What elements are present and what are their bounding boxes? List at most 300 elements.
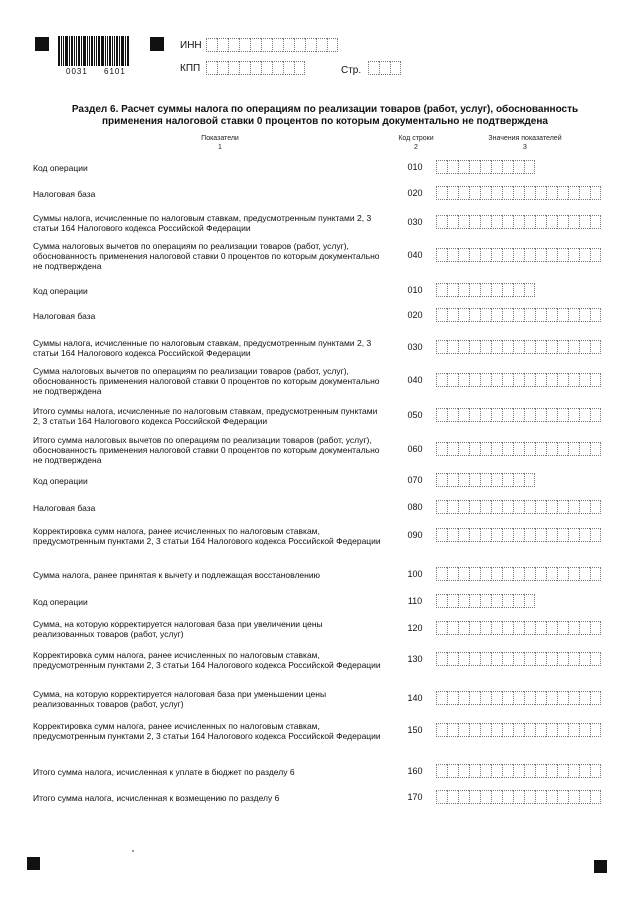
input-cell[interactable] [469,528,480,542]
input-cell[interactable] [316,38,327,52]
input-cell[interactable] [513,764,524,778]
input-cell[interactable] [524,442,535,456]
input-cell[interactable] [502,283,513,297]
input-cell[interactable] [458,186,469,200]
input-cell[interactable] [535,764,546,778]
input-cell[interactable] [557,340,568,354]
input-cell[interactable] [228,38,239,52]
input-cell[interactable] [458,652,469,666]
input-cell[interactable] [546,500,557,514]
input-cell[interactable] [458,790,469,804]
input-cell[interactable] [590,528,601,542]
input-cell[interactable] [480,764,491,778]
input-cell[interactable] [458,408,469,422]
input-cell[interactable] [379,61,390,75]
input-cell[interactable] [557,790,568,804]
input-cell[interactable] [206,38,217,52]
kpp-field[interactable] [206,61,305,75]
input-cell[interactable] [579,500,590,514]
input-cell[interactable] [458,283,469,297]
input-cell[interactable] [436,567,447,581]
input-cell[interactable] [557,442,568,456]
input-cell[interactable] [469,594,480,608]
row-value-field[interactable] [436,215,601,229]
input-cell[interactable] [469,340,480,354]
input-cell[interactable] [447,373,458,387]
input-cell[interactable] [436,528,447,542]
row-value-field[interactable] [436,473,535,487]
input-cell[interactable] [590,248,601,262]
row-value-field[interactable] [436,723,601,737]
input-cell[interactable] [502,442,513,456]
input-cell[interactable] [436,764,447,778]
input-cell[interactable] [568,691,579,705]
input-cell[interactable] [513,373,524,387]
input-cell[interactable] [491,528,502,542]
input-cell[interactable] [568,621,579,635]
input-cell[interactable] [590,442,601,456]
input-cell[interactable] [436,248,447,262]
input-cell[interactable] [436,500,447,514]
input-cell[interactable] [458,500,469,514]
input-cell[interactable] [480,248,491,262]
input-cell[interactable] [524,308,535,322]
input-cell[interactable] [436,160,447,174]
input-cell[interactable] [557,248,568,262]
input-cell[interactable] [513,790,524,804]
input-cell[interactable] [590,215,601,229]
input-cell[interactable] [524,790,535,804]
input-cell[interactable] [390,61,401,75]
input-cell[interactable] [480,160,491,174]
input-cell[interactable] [579,340,590,354]
input-cell[interactable] [469,567,480,581]
input-cell[interactable] [491,594,502,608]
input-cell[interactable] [568,215,579,229]
input-cell[interactable] [524,215,535,229]
input-cell[interactable] [491,340,502,354]
input-cell[interactable] [590,790,601,804]
input-cell[interactable] [546,215,557,229]
input-cell[interactable] [458,621,469,635]
input-cell[interactable] [480,186,491,200]
input-cell[interactable] [579,567,590,581]
input-cell[interactable] [568,790,579,804]
input-cell[interactable] [458,691,469,705]
row-value-field[interactable] [436,442,601,456]
input-cell[interactable] [590,340,601,354]
input-cell[interactable] [469,283,480,297]
input-cell[interactable] [590,567,601,581]
input-cell[interactable] [502,373,513,387]
input-cell[interactable] [469,408,480,422]
input-cell[interactable] [590,500,601,514]
input-cell[interactable] [579,723,590,737]
input-cell[interactable] [491,723,502,737]
input-cell[interactable] [557,567,568,581]
input-cell[interactable] [546,373,557,387]
input-cell[interactable] [557,186,568,200]
input-cell[interactable] [579,790,590,804]
input-cell[interactable] [535,567,546,581]
input-cell[interactable] [469,691,480,705]
input-cell[interactable] [524,408,535,422]
input-cell[interactable] [590,691,601,705]
input-cell[interactable] [458,373,469,387]
input-cell[interactable] [480,283,491,297]
input-cell[interactable] [294,38,305,52]
input-cell[interactable] [535,621,546,635]
input-cell[interactable] [491,186,502,200]
input-cell[interactable] [579,248,590,262]
input-cell[interactable] [513,408,524,422]
input-cell[interactable] [458,764,469,778]
row-value-field[interactable] [436,283,535,297]
input-cell[interactable] [557,723,568,737]
input-cell[interactable] [524,567,535,581]
input-cell[interactable] [469,473,480,487]
input-cell[interactable] [458,594,469,608]
input-cell[interactable] [535,186,546,200]
input-cell[interactable] [502,621,513,635]
input-cell[interactable] [469,215,480,229]
input-cell[interactable] [513,594,524,608]
input-cell[interactable] [491,248,502,262]
input-cell[interactable] [491,567,502,581]
input-cell[interactable] [590,652,601,666]
input-cell[interactable] [535,215,546,229]
input-cell[interactable] [502,408,513,422]
input-cell[interactable] [491,621,502,635]
input-cell[interactable] [590,186,601,200]
input-cell[interactable] [206,61,217,75]
input-cell[interactable] [491,283,502,297]
input-cell[interactable] [491,308,502,322]
input-cell[interactable] [469,308,480,322]
input-cell[interactable] [579,652,590,666]
input-cell[interactable] [557,308,568,322]
input-cell[interactable] [524,373,535,387]
input-cell[interactable] [447,186,458,200]
input-cell[interactable] [480,528,491,542]
input-cell[interactable] [513,160,524,174]
input-cell[interactable] [568,308,579,322]
input-cell[interactable] [480,652,491,666]
input-cell[interactable] [228,61,239,75]
input-cell[interactable] [458,340,469,354]
row-value-field[interactable] [436,652,601,666]
input-cell[interactable] [535,790,546,804]
input-cell[interactable] [458,160,469,174]
input-cell[interactable] [546,308,557,322]
input-cell[interactable] [557,764,568,778]
input-cell[interactable] [469,442,480,456]
input-cell[interactable] [469,652,480,666]
input-cell[interactable] [447,308,458,322]
row-value-field[interactable] [436,621,601,635]
input-cell[interactable] [469,621,480,635]
input-cell[interactable] [447,248,458,262]
row-value-field[interactable] [436,790,601,804]
input-cell[interactable] [535,373,546,387]
input-cell[interactable] [469,248,480,262]
input-cell[interactable] [557,691,568,705]
input-cell[interactable] [458,528,469,542]
input-cell[interactable] [480,500,491,514]
input-cell[interactable] [568,408,579,422]
input-cell[interactable] [502,248,513,262]
input-cell[interactable] [546,723,557,737]
input-cell[interactable] [524,528,535,542]
input-cell[interactable] [513,283,524,297]
input-cell[interactable] [546,621,557,635]
input-cell[interactable] [557,621,568,635]
input-cell[interactable] [579,408,590,422]
row-value-field[interactable] [436,186,601,200]
input-cell[interactable] [447,594,458,608]
input-cell[interactable] [513,248,524,262]
row-value-field[interactable] [436,567,601,581]
input-cell[interactable] [568,764,579,778]
input-cell[interactable] [436,283,447,297]
input-cell[interactable] [557,528,568,542]
input-cell[interactable] [524,652,535,666]
input-cell[interactable] [535,691,546,705]
input-cell[interactable] [568,528,579,542]
input-cell[interactable] [546,764,557,778]
input-cell[interactable] [513,186,524,200]
input-cell[interactable] [546,408,557,422]
input-cell[interactable] [546,567,557,581]
input-cell[interactable] [447,160,458,174]
row-value-field[interactable] [436,528,601,542]
input-cell[interactable] [524,283,535,297]
input-cell[interactable] [491,652,502,666]
input-cell[interactable] [568,186,579,200]
input-cell[interactable] [458,248,469,262]
input-cell[interactable] [469,160,480,174]
input-cell[interactable] [546,691,557,705]
input-cell[interactable] [524,473,535,487]
input-cell[interactable] [513,528,524,542]
input-cell[interactable] [502,215,513,229]
input-cell[interactable] [305,38,316,52]
input-cell[interactable] [546,248,557,262]
input-cell[interactable] [557,652,568,666]
input-cell[interactable] [436,215,447,229]
input-cell[interactable] [250,61,261,75]
input-cell[interactable] [524,764,535,778]
input-cell[interactable] [480,567,491,581]
input-cell[interactable] [513,723,524,737]
input-cell[interactable] [546,652,557,666]
input-cell[interactable] [436,186,447,200]
input-cell[interactable] [557,373,568,387]
input-cell[interactable] [502,691,513,705]
input-cell[interactable] [261,38,272,52]
input-cell[interactable] [250,38,261,52]
input-cell[interactable] [436,790,447,804]
input-cell[interactable] [557,500,568,514]
input-cell[interactable] [535,248,546,262]
input-cell[interactable] [480,373,491,387]
input-cell[interactable] [524,691,535,705]
input-cell[interactable] [436,652,447,666]
input-cell[interactable] [524,248,535,262]
input-cell[interactable] [436,473,447,487]
input-cell[interactable] [546,340,557,354]
input-cell[interactable] [557,215,568,229]
row-value-field[interactable] [436,248,601,262]
row-value-field[interactable] [436,308,601,322]
input-cell[interactable] [436,442,447,456]
inn-field[interactable] [206,38,338,52]
input-cell[interactable] [524,621,535,635]
input-cell[interactable] [436,373,447,387]
input-cell[interactable] [590,621,601,635]
input-cell[interactable] [480,215,491,229]
input-cell[interactable] [502,500,513,514]
input-cell[interactable] [447,652,458,666]
input-cell[interactable] [480,691,491,705]
input-cell[interactable] [458,308,469,322]
input-cell[interactable] [436,594,447,608]
page-number-field[interactable] [368,61,401,75]
row-value-field[interactable] [436,500,601,514]
input-cell[interactable] [568,340,579,354]
input-cell[interactable] [447,528,458,542]
input-cell[interactable] [568,373,579,387]
input-cell[interactable] [436,723,447,737]
input-cell[interactable] [590,723,601,737]
input-cell[interactable] [491,691,502,705]
input-cell[interactable] [491,442,502,456]
input-cell[interactable] [546,186,557,200]
input-cell[interactable] [513,500,524,514]
input-cell[interactable] [458,473,469,487]
input-cell[interactable] [491,790,502,804]
input-cell[interactable] [502,473,513,487]
input-cell[interactable] [568,500,579,514]
input-cell[interactable] [480,340,491,354]
input-cell[interactable] [502,186,513,200]
input-cell[interactable] [491,160,502,174]
input-cell[interactable] [502,160,513,174]
input-cell[interactable] [579,308,590,322]
input-cell[interactable] [524,500,535,514]
input-cell[interactable] [502,528,513,542]
input-cell[interactable] [524,594,535,608]
input-cell[interactable] [535,340,546,354]
input-cell[interactable] [535,308,546,322]
input-cell[interactable] [568,567,579,581]
input-cell[interactable] [579,528,590,542]
input-cell[interactable] [535,652,546,666]
input-cell[interactable] [502,723,513,737]
row-value-field[interactable] [436,160,535,174]
input-cell[interactable] [447,340,458,354]
input-cell[interactable] [557,408,568,422]
input-cell[interactable] [502,764,513,778]
input-cell[interactable] [436,691,447,705]
input-cell[interactable] [447,442,458,456]
input-cell[interactable] [469,500,480,514]
input-cell[interactable] [546,442,557,456]
row-value-field[interactable] [436,594,535,608]
input-cell[interactable] [524,186,535,200]
input-cell[interactable] [535,500,546,514]
input-cell[interactable] [502,652,513,666]
input-cell[interactable] [447,790,458,804]
input-cell[interactable] [524,340,535,354]
row-value-field[interactable] [436,340,601,354]
input-cell[interactable] [469,186,480,200]
input-cell[interactable] [469,790,480,804]
row-value-field[interactable] [436,691,601,705]
input-cell[interactable] [568,652,579,666]
input-cell[interactable] [513,473,524,487]
row-value-field[interactable] [436,373,601,387]
input-cell[interactable] [447,723,458,737]
input-cell[interactable] [480,594,491,608]
input-cell[interactable] [513,442,524,456]
input-cell[interactable] [368,61,379,75]
input-cell[interactable] [447,691,458,705]
input-cell[interactable] [513,621,524,635]
input-cell[interactable] [579,442,590,456]
input-cell[interactable] [513,691,524,705]
input-cell[interactable] [524,723,535,737]
input-cell[interactable] [480,442,491,456]
input-cell[interactable] [491,473,502,487]
input-cell[interactable] [447,764,458,778]
input-cell[interactable] [447,215,458,229]
input-cell[interactable] [579,764,590,778]
input-cell[interactable] [579,186,590,200]
input-cell[interactable] [535,442,546,456]
input-cell[interactable] [447,567,458,581]
input-cell[interactable] [491,408,502,422]
input-cell[interactable] [502,790,513,804]
input-cell[interactable] [590,408,601,422]
input-cell[interactable] [480,790,491,804]
input-cell[interactable] [491,764,502,778]
input-cell[interactable] [480,621,491,635]
input-cell[interactable] [272,61,283,75]
input-cell[interactable] [458,215,469,229]
input-cell[interactable] [579,215,590,229]
input-cell[interactable] [469,373,480,387]
input-cell[interactable] [447,283,458,297]
input-cell[interactable] [283,38,294,52]
input-cell[interactable] [469,764,480,778]
row-value-field[interactable] [436,764,601,778]
input-cell[interactable] [513,340,524,354]
input-cell[interactable] [272,38,283,52]
input-cell[interactable] [590,373,601,387]
input-cell[interactable] [579,621,590,635]
input-cell[interactable] [480,308,491,322]
input-cell[interactable] [283,61,294,75]
input-cell[interactable] [447,500,458,514]
input-cell[interactable] [217,38,228,52]
input-cell[interactable] [239,38,250,52]
input-cell[interactable] [458,442,469,456]
input-cell[interactable] [590,764,601,778]
input-cell[interactable] [217,61,228,75]
input-cell[interactable] [261,61,272,75]
input-cell[interactable] [491,500,502,514]
